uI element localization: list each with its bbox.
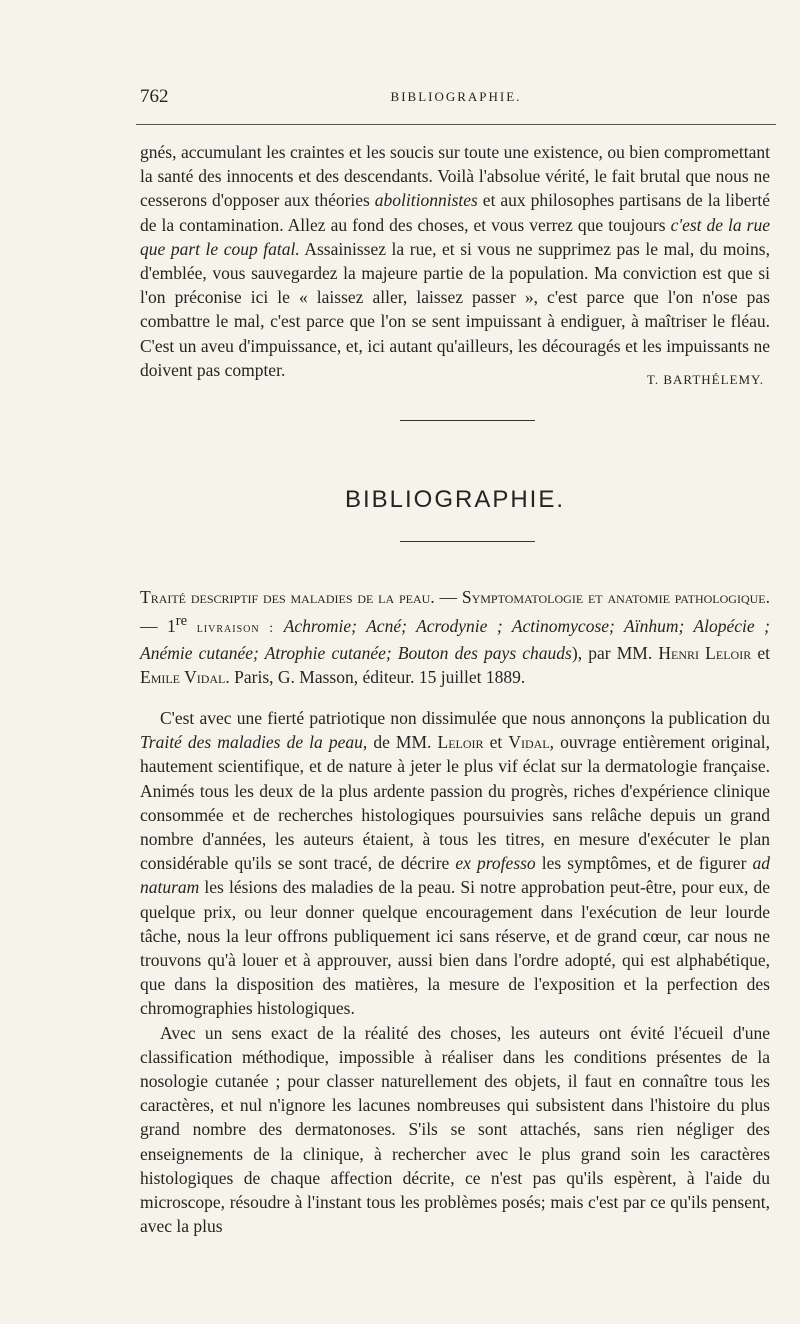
text-run: C'est avec une fierté patriotique non dissimulée que nous annonçons la publication du <box>160 708 770 728</box>
section-rule-bottom <box>400 541 535 542</box>
author-name: Leloir <box>437 732 484 753</box>
text-run: — 1 <box>140 616 176 637</box>
section-title: BIBLIOGRAPHIE. <box>344 486 566 513</box>
entry-topics: Achromie; Acné; Acrodynie ; Actinomycose; Aïnhum; Alopécie ; Anémie cutanée; Atrophie cutanée; Bouton des pays chauds <box>140 616 771 664</box>
text-run: et aux philosophes partisans de la liberté de la contamination. Allez au fond des choses, et vous verrez que toujours <box>140 190 770 235</box>
text-run: et <box>483 732 509 753</box>
text-run: livraison : <box>187 621 284 637</box>
review-paragraph-1 <box>140 706 770 1021</box>
header-rule <box>136 124 776 125</box>
bibliography-entry <box>140 585 770 690</box>
author-signature: T. BARTHÉLEMY. <box>646 372 764 387</box>
previous-article-paragraph <box>140 140 770 382</box>
text-run: les lésions des maladies de la peau. Si notre approbation peut-être, pour eux, de quelque prix, ou leur donner quelque encouragement dans l'exécution de leur lourde tâche, nous la leur offrons publiquement ici sans réserve, et de grand cœur, car nous ne trouvons qu'à louer et à approuver, aussi bien dans l'ordre adopté, qui est alphabétique, que dans la disposition des matières, la mesure de l'exposition et la perfection des chromographies histologiques. <box>140 877 770 1019</box>
previous-article-ending <box>140 140 770 382</box>
italic-run: abolitionnistes <box>374 190 478 211</box>
italic-run: Traité des maladies de la peau <box>140 732 363 753</box>
text-run: , de MM. <box>362 732 438 753</box>
text-run: et <box>751 643 770 664</box>
running-head <box>136 86 776 110</box>
running-title: BIBLIOGRAPHIE. <box>390 89 522 104</box>
italic-run: c'est de la rue que part le coup fatal. <box>140 214 770 259</box>
entry-title: Traité descriptif des maladies de la peau. — Symptomatologie et anatomie pathologique. <box>140 587 770 607</box>
review-paragraph-2: Avec un sens exact de la réalité des choses, les auteurs ont évité l'écueil d'une classification méthodique, impossible à réaliser dans les conditions présentes de la nosologie cutanée ; pour classer naturellement des objets, il faut en connaître tous les caractères, et nul n'ignore les lacunes nombreuses qui subsistent dans l'histoire du plus grand nombre des dermatonoses. S'ils se sont attachés, sans rien négliger des enseignements de la clinique, à rechercher avec le plus grand soin les caractères histologiques de chaque affection décrite, ce n'est pas qu'ils espèrent, à l'aide du microscope, résoudre à l'instant tous les problèmes posés; mais c'est par ce qu'ils pensent, avec la plus <box>140 1022 770 1237</box>
text-run: ), par MM. <box>571 643 659 664</box>
publication-info: . Paris, G. Masson, éditeur. 15 juillet 1889. <box>225 667 526 688</box>
superscript: re <box>175 613 188 630</box>
page-number: 762 <box>140 86 169 107</box>
text-run: Assainissez la rue, et si vous ne supprimez pas le mal, du moins, d'emblée, vous sauvegardez la majeure partie de la population. Ma conviction est que si l'on préconise ici le « laissez aller, laissez passer », c'est parce que l'on n'ose pas combattre le mal, c'est parce que l'on se sent impuissant à endiguer, à maîtriser le fléau. C'est un aveu d'impuissance, et, ici autant qu'ailleurs, les découragés et les impuissants ne doivent pas compter. <box>140 238 770 380</box>
author-name: Vidal <box>508 732 550 753</box>
review-text <box>140 706 770 1238</box>
text-run: les symptômes, et de figurer <box>535 853 753 874</box>
entry-heading <box>140 585 770 690</box>
section-rule-top <box>400 420 535 421</box>
author-name: Emile Vidal <box>140 667 226 688</box>
italic-run: ad naturam <box>140 853 770 898</box>
text-run: gnés, accumulant les craintes et les soucis sur toute une existence, ou bien compromettant la santé des innocents et des descendants. Voilà l'absolue vérité, le fait brutal que nous ne cesserons d'opposer aux théories <box>140 142 770 211</box>
italic-run: ex professo <box>455 853 536 874</box>
text-run: , ouvrage entièrement original, hautement scientifique, et de nature à jeter le plus vif éclat sur la dermatologie française. Animés tous les deux de la plus ardente passion du progrès, riches d'expérience clinique consommée et de recherches histologiques poursuivies sans relâche depuis un grand nombre d'années, les auteurs étaient, à tous les titres, en mesure d'exécuter le plan considérable qu'ils se sont tracé, de décrire <box>140 732 770 874</box>
author-name: Henri Leloir <box>658 643 752 664</box>
